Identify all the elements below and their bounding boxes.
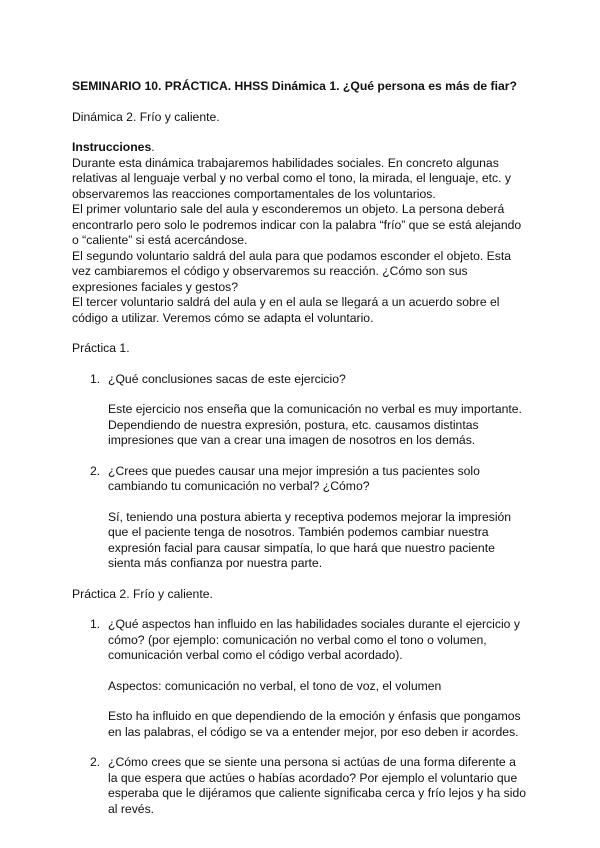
item-answer: Este ejercicio nos enseña que la comunicación no verbal es muy importante. Dependiendo de nuestra expresión, postura, etc. causamos distintas impresiones que van a crear una imagen de nosotros en los demás. xyxy=(108,402,522,447)
item-number: 1. xyxy=(90,371,101,386)
item-question: ¿Crees que puedes causar una mejor impresión a tus pacientes solo cambiando tu comunicación no verbal? ¿Cómo? xyxy=(108,463,480,493)
practica1-heading: Práctica 1. xyxy=(72,341,130,355)
item-question: ¿Qué aspectos han influido en las habilidades sociales durante el ejercicio y cómo? (por ejemplo: comunicación no verbal como el tono o volumen, comunicación verbal como el código verbal acordado). xyxy=(108,617,520,662)
item-answer: Sí, teniendo una postura abierta y receptiva podemos mejorar la impresión que el paciente tenga de nosotros. También podemos cambiar nuestra expresión facial para causar simpatía, lo que hará que nuestro paciente sienta más confianza por nuestra parte. xyxy=(108,509,512,570)
list-item xyxy=(72,617,528,740)
item-answer: Aspectos: comunicación no verbal, el tono de voz, el volumen xyxy=(108,678,442,693)
document-title: SEMINARIO 10. PRÁCTICA. HHSS Dinámica 1. ¿Qué persona es más de fiar? xyxy=(72,79,517,93)
document-subtitle: Dinámica 2. Frío y caliente. xyxy=(72,109,220,124)
instructions-section xyxy=(72,140,528,326)
practica1-list xyxy=(72,372,528,572)
instructions-heading: Instrucciones xyxy=(72,140,152,154)
instructions-paragraph: Durante esta dinámica trabajaremos habilidades sociales. En concreto algunas relativas al lenguaje verbal y no verbal como el tono, la mirada, el lenguaje, etc. y observaremos las reacciones comportamentales de los voluntarios. xyxy=(72,155,511,201)
practica2-heading: Práctica 2. Frío y caliente. xyxy=(72,586,213,601)
list-item xyxy=(72,755,528,817)
item-answer: Esto ha influido en que dependiendo de la emoción y énfasis que pongamos en las palabras, el código se va a entender mejor, por eso deben ir acordes. xyxy=(108,709,521,739)
item-question: ¿Qué conclusiones sacas de este ejercicio? xyxy=(108,371,346,386)
item-number: 2. xyxy=(90,463,101,478)
item-question: ¿Cómo crees que se siente una persona si actúas de una forma diferente a la que espera que actúes o habías acordado? Por ejemplo el voluntario que esperaba que le dijéramos que caliente significaba cerca y frío lejos y ha sido al revés. xyxy=(108,755,526,816)
list-item xyxy=(72,372,528,449)
practica2-list xyxy=(72,617,528,817)
instructions-paragraph: El tercer voluntario saldrá del aula y en el aula se llegará a un acuerdo sobre el código a utilizar. Veremos cómo se adapta el voluntario. xyxy=(72,295,500,325)
instructions-paragraph: El primer voluntario sale del aula y esconderemos un objeto. La persona deberá encontrarlo pero solo le podremos indicar con la palabra “frío” que se está alejando o “caliente” si está acercándose. xyxy=(72,202,522,247)
list-item xyxy=(72,464,528,572)
instructions-heading-period: . xyxy=(151,140,155,154)
instructions-paragraph: El segundo voluntario saldrá del aula para que podamos esconder el objeto. Esta vez cambiaremos el código y observaremos su reacción. ¿Cómo son sus expresiones faciales y gestos? xyxy=(72,248,512,294)
instructions-heading-line xyxy=(72,140,528,156)
document-page xyxy=(72,79,528,832)
item-number: 2. xyxy=(90,755,101,769)
item-number: 1. xyxy=(90,617,101,631)
